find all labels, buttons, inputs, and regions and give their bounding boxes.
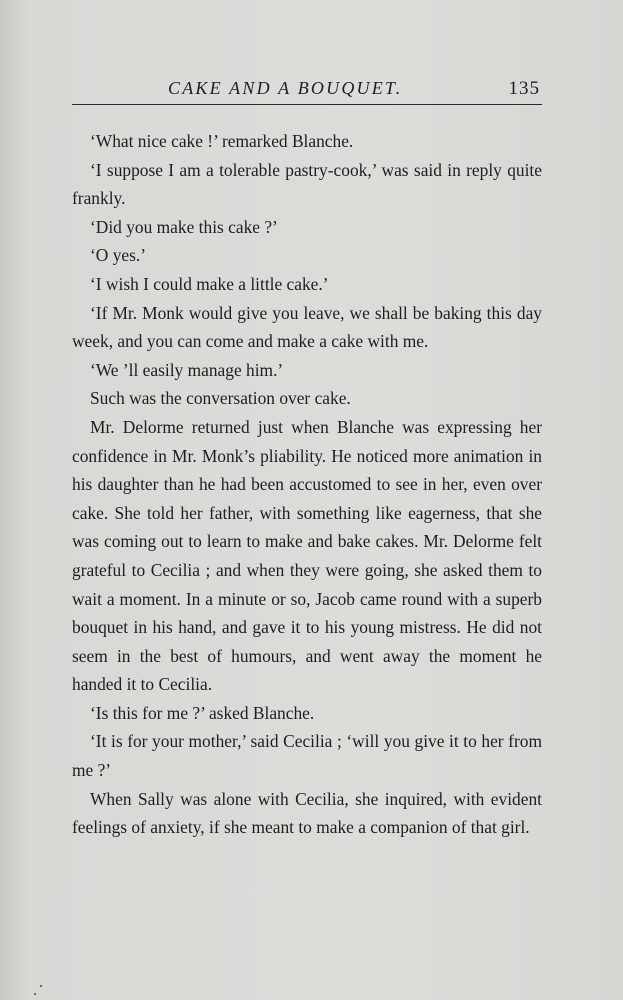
paragraph: ‘It is for your mother,’ said Cecilia ; ‘will you give it to her from me ?’ bbox=[72, 731, 542, 781]
paragraph: ‘What nice cake !’ remarked Blanche. bbox=[90, 131, 354, 151]
paragraph: ‘Is this for me ?’ asked Blanche. bbox=[90, 702, 315, 723]
paragraph: ‘We ’ll easily manage him.’ bbox=[90, 359, 284, 380]
paragraph: When Sally was alone with Cecilia, she inquired, with evident feelings of anxiety, if she meant to make a companion of that girl. bbox=[72, 788, 542, 838]
paragraph: ‘Did you make this cake ?’ bbox=[90, 216, 278, 237]
paper-speck bbox=[34, 993, 36, 995]
paragraph: Such was the conversation over cake. bbox=[90, 388, 351, 409]
paragraph: ‘O yes.’ bbox=[90, 245, 147, 266]
paragraph: Mr. Delorme returned just when Blanche was expressing her confidence in Mr. Monk’s pliability. He noticed more animation in his daughter than he had been accustomed to see in her, even over cake. She told her father, with something like eagerness, that she was coming out to learn to make and bake cakes. Mr. Delorme felt grateful to Cecilia ; and when they were going, she asked them to wait a moment. In a minute or so, Jacob came round with a superb bouquet in his hand, and gave it to his young mistress. He did not seem in the best of humours, and went away the moment he handed it to Cecilia. bbox=[72, 416, 542, 695]
paragraph: ‘I suppose I am a tolerable pastry-cook,’ was said in reply quite frankly. bbox=[72, 159, 542, 209]
page-header bbox=[72, 74, 542, 105]
running-title: CAKE AND A BOUQUET. bbox=[168, 78, 403, 98]
body-text bbox=[72, 127, 542, 842]
paragraph: ‘I wish I could make a little cake.’ bbox=[90, 273, 329, 294]
paragraph: ‘If Mr. Monk would give you leave, we shall be baking this day week, and you can come and make a cake with me. bbox=[72, 302, 542, 352]
paper-speck bbox=[40, 985, 42, 987]
page-number: 135 bbox=[508, 78, 540, 99]
